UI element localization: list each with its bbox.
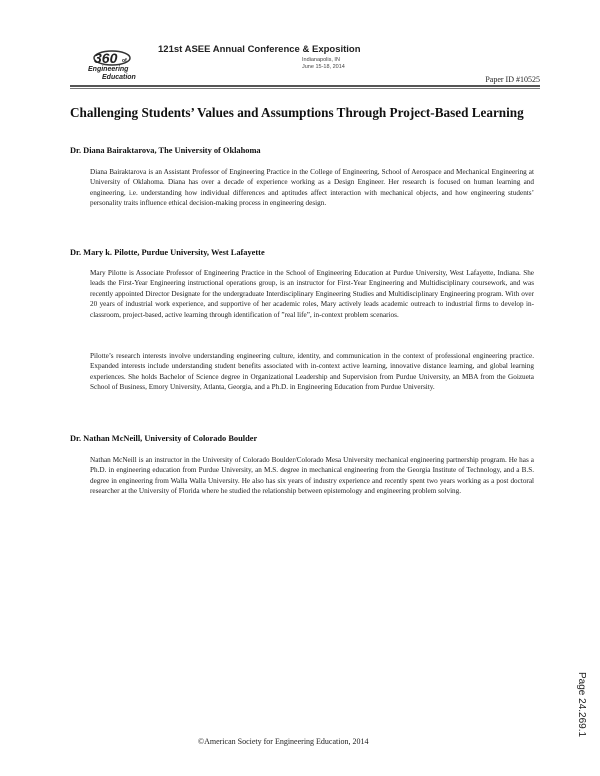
author-bio: Pilotte’s research interests involve understanding engineering culture, identity, and communication in the context of professional engineering practice. Expanded interests include understanding student benefits associated with in-context active learning, innovative distance learning, and global learning experiences. She holds Bachelor of Science degree in Organizational Leadership and Supervision from Purdue University, an MBA from the Goizueta School of Business, Emory University, Atlanta, Georgia, and a Ph.D. in Engineering Education from Purdue University. — [90, 352, 534, 392]
header-rule — [70, 85, 540, 87]
conference-title: 121st ASEE Annual Conference & Exposition — [158, 44, 361, 55]
paper-id: Paper ID #10525 — [485, 75, 540, 84]
author-bio: Nathan McNeill is an instructor in the University of Colorado Boulder/Colorado Mesa University mechanical engineering partnership program. He has a Ph.D. in engineering education from Purdue University, an M.S. degree in mechanical engineering from the Georgia Institute of Technology, and a B.S. degree in engineering from Walla Walla University. He also has six years of industry experience and recently spent two years working as a post doctoral researcher at the University of Florida where he studied the relationship between epistemology and engineering problem solving. — [90, 456, 534, 496]
author-name: Dr. Mary k. Pilotte, Purdue University, West Lafayette — [70, 248, 265, 257]
svg-text:of: of — [122, 58, 127, 64]
svg-text:Education: Education — [102, 74, 136, 81]
author-bio: Mary Pilotte is Associate Professor of Engineering Practice in the School of Engineering Education at Purdue University, West Lafayette, Indiana. She leads the First-Year Engineering instructional operations group, is an instructor for First-Year Engineering and Multidisciplinary coursework, and was recently appointed Director Designate for the undergraduate Interdisciplinary Engineering Studies and Multidisciplinary Engineering program. With over 20 years of industrial work experience, and supportive of her academic roles, Mary actively leads academic outreach to industrial firms to develop in-classroom, project-based, active learning through identification of ”real life”, in-context problem scenarios. — [90, 269, 534, 319]
svg-text:Engineering: Engineering — [88, 66, 129, 73]
conference-dates: June 15-18, 2014 — [302, 64, 345, 70]
page-number — [563, 672, 600, 752]
author-name: Dr. Nathan McNeill, University of Colorado Boulder — [70, 434, 258, 443]
conference-city: Indianapolis, IN — [302, 57, 340, 63]
paper-title: Challenging Students’ Values and Assumptions Through Project-Based Learning — [70, 105, 524, 120]
svg-text:360: 360 — [94, 50, 118, 66]
copyright-footer: ©American Society for Engineering Education, 2014 — [198, 737, 369, 746]
header-rule-thin — [70, 88, 540, 89]
page-number-text: Page 24.269.1 — [576, 672, 587, 738]
author-name: Dr. Diana Bairaktarova, The University of Oklahoma — [70, 146, 261, 155]
author-bio: Diana Bairaktarova is an Assistant Professor of Engineering Practice in the College of Engineering, School of Aerospace and Mechanical Engineering at University of Oklahoma. Diana has over a decade of experience working as a Design Engineer. Her research is focused on human learning and engineering, i.e. understanding how individual differences and aptitudes affect interaction with mechanical objects, and how engineering students’ personality traits influence ethical decision-making process in engineering design. — [90, 168, 534, 208]
asee-360-logo — [86, 46, 158, 82]
